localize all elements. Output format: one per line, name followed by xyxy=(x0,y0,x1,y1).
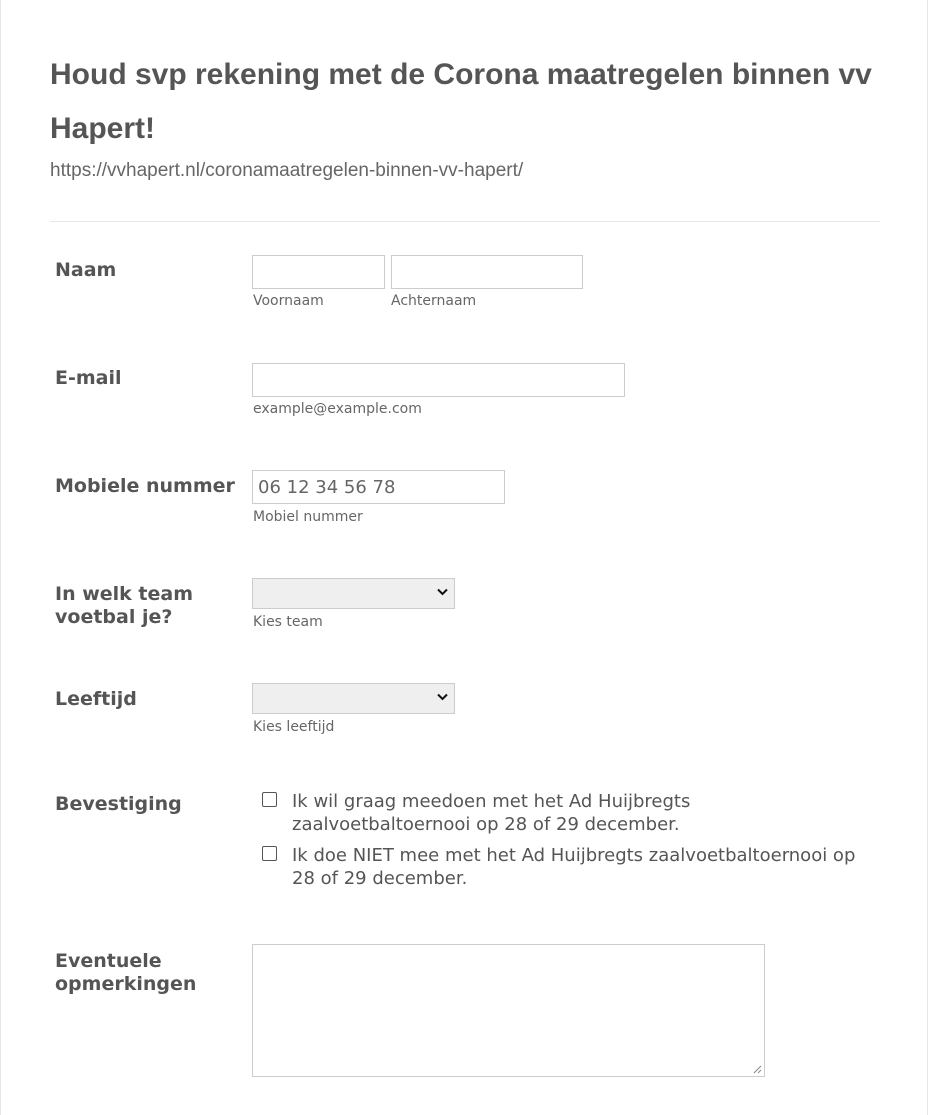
mobile-placeholder: 06 12 34 56 78 xyxy=(258,477,396,498)
email-input[interactable] xyxy=(252,363,625,397)
age-label: Leeftijd xyxy=(55,688,137,710)
team-sublabel: Kies team xyxy=(253,614,323,630)
mobile-sublabel: Mobiel nummer xyxy=(253,509,363,525)
age-sublabel: Kies leeftijd xyxy=(253,719,335,735)
page-title: Houd svp rekening met de Corona maatregelen binnen vv Hapert! xyxy=(50,58,872,145)
checkbox-label: Ik doe NIET mee met het Ad Huijbregts zaalvoetbaltoernooi op 28 of 29 december. xyxy=(292,845,856,889)
checkbox-label: Ik wil graag meedoen met het Ad Huijbregts zaalvoetbaltoernooi op 28 of 29 december. xyxy=(292,791,691,835)
checkbox[interactable] xyxy=(262,792,277,807)
age-select[interactable] xyxy=(252,683,455,714)
mobile-input[interactable] xyxy=(252,470,505,504)
name-label: Naam xyxy=(55,259,117,281)
chevron-down-icon xyxy=(437,588,448,596)
email-sublabel: example@example.com xyxy=(253,401,422,417)
team-label: In welk team voetbal je? xyxy=(55,583,194,628)
resize-handle-icon[interactable] xyxy=(752,1064,762,1074)
remarks-textarea[interactable] xyxy=(252,944,765,1077)
chevron-down-icon xyxy=(437,693,448,701)
first-name-input[interactable] xyxy=(252,255,385,289)
form-header xyxy=(50,48,880,182)
header-divider xyxy=(50,221,880,222)
confirmation-label: Bevestiging xyxy=(55,793,182,815)
checkbox[interactable] xyxy=(262,846,277,861)
team-select[interactable] xyxy=(252,578,455,609)
first-name-sublabel: Voornaam xyxy=(253,293,324,309)
last-name-sublabel: Achternaam xyxy=(391,293,477,309)
last-name-input[interactable] xyxy=(391,255,583,289)
mobile-label: Mobiele nummer xyxy=(55,475,235,497)
email-label: E-mail xyxy=(55,367,122,389)
remarks-label: Eventuele opmerkingen xyxy=(55,950,197,995)
page-url: https://vvhapert.nl/coronamaatregelen-binnen-vv-hapert/ xyxy=(50,160,524,181)
